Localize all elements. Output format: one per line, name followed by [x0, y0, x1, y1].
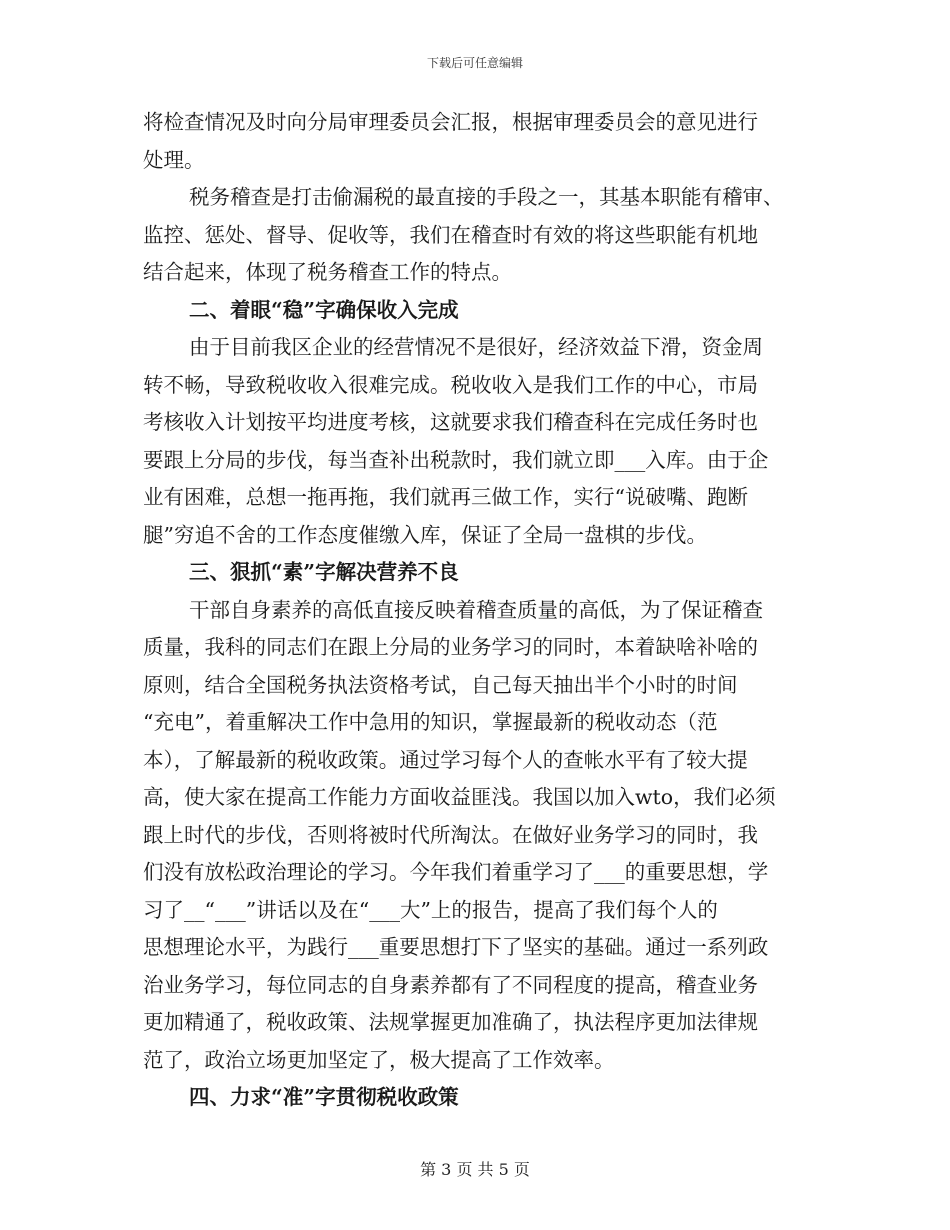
paragraph-line: 转不畅，导致税收收入很难完成。税收收入是我们工作的中心，市局 — [143, 372, 758, 397]
paragraph-line: 们没有放松政治理论的学习。今年我们着重学习了___的重要思想，学 — [143, 860, 769, 884]
paragraph-line: 原则，结合全国税务执法资格考试，自己每天抽出半个小时的时间 — [143, 672, 738, 697]
page-header: 下载后可任意编辑 — [426, 56, 523, 70]
page-number: 第 3 页 共 5 页 — [420, 1160, 530, 1179]
paragraph-line: 要跟上分局的步伐，每当查补出税款时，我们就立即___入库。由于企 — [143, 447, 769, 472]
paragraph-line: “充电”，着重解决工作中急用的知识，掌握最新的税收动态（范 — [143, 710, 718, 734]
paragraph-line: 考核收入计划按平均进度考核，这就要求我们稽查科在完成任务时也 — [143, 410, 758, 434]
paragraph-line: 由于目前我区企业的经营情况不是很好，经济效益下滑，资金周 — [189, 335, 763, 359]
paragraph-line: 业有困难，总想一拖再拖，我们就再三做工作，实行“说破嘴、跑断 — [143, 485, 748, 509]
paragraph-line: 更加精通了，税收政策、法规掌握更加准确了，执法程序更加法律规 — [143, 1010, 758, 1034]
section-heading: 三、狠抓“素”字解决营养不良 — [189, 560, 459, 584]
section-heading: 二、着眼“稳”字确保收入完成 — [189, 297, 459, 322]
paragraph-line: 本），了解最新的税收政策。通过学习每个人的查帐水平有了较大提 — [143, 747, 748, 772]
document-body — [143, 104, 808, 1117]
paragraph-line: 将检查情况及时向分局审理委员会汇报，根据审理委员会的意见进行 — [143, 110, 758, 134]
paragraph-line: 范了，政治立场更加坚定了，极大提高了工作效率。 — [143, 1047, 615, 1072]
paragraph-line: 干部自身素养的高低直接反映着稽查质量的高低，为了保证稽查 — [189, 597, 763, 622]
paragraph-line: 税务稽查是打击偷漏税的最直接的手段之一，其基本职能有稽审、 — [189, 185, 784, 209]
section-heading: 四、力求“准”字贯彻税收政策 — [189, 1085, 459, 1109]
paragraph-line: 思想理论水平，为践行___重要思想打下了坚实的基础。通过一系列政 — [143, 935, 769, 959]
paragraph-line: 质量，我科的同志们在跟上分局的业务学习的同时，本着缺啥补啥的 — [143, 635, 758, 659]
paragraph-line: 处理。 — [143, 147, 205, 172]
paragraph-line: 监控、惩处、督导、促收等，我们在稽查时有效的将这些职能有机地 — [143, 222, 758, 247]
paragraph-line: 跟上时代的步伐，否则将被时代所淘汰。在做好业务学习的同时，我 — [143, 822, 758, 847]
paragraph-line: 腿”穷追不舍的工作态度催缴入库，保证了全局一盘棋的步伐。 — [143, 522, 707, 547]
paragraph-line: 高，使大家在提高工作能力方面收益匪浅。我国以加入wto，我们必须 — [143, 785, 776, 809]
paragraph-line: 结合起来，体现了税务稽查工作的特点。 — [143, 260, 512, 284]
paragraph-line: 治业务学习，每位同志的自身素养都有了不同程度的提高，稽查业务 — [143, 972, 758, 997]
paragraph-line: 习了__“___”讲话以及在“___大”上的报告，提高了我们每个人的 — [143, 897, 718, 922]
